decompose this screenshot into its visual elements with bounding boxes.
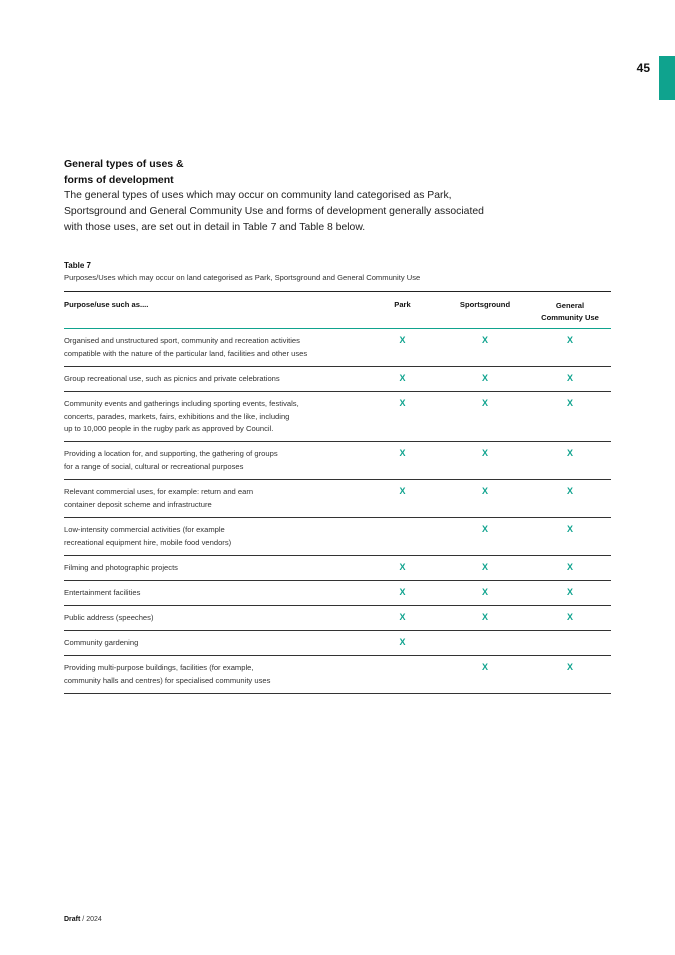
table-title: Table 7 bbox=[64, 261, 91, 270]
table-row bbox=[64, 581, 611, 606]
row-general-mark: X bbox=[566, 662, 573, 672]
row-purpose-line: Low-intensity commercial activities (for example bbox=[64, 525, 225, 534]
table-body bbox=[64, 329, 611, 694]
row-purpose bbox=[64, 631, 364, 650]
row-park-mark: X bbox=[399, 562, 406, 572]
row-park-mark: X bbox=[399, 612, 406, 622]
table-row bbox=[64, 480, 611, 518]
heading-line-2: forms of development bbox=[64, 174, 174, 186]
row-park-mark bbox=[364, 656, 441, 661]
row-sportsground-mark: X bbox=[481, 562, 488, 572]
row-purpose-line: Relevant commercial uses, for example: return and earn bbox=[64, 487, 254, 496]
row-purpose bbox=[64, 392, 364, 436]
row-purpose-line: Public address (speeches) bbox=[64, 613, 154, 622]
table-row bbox=[64, 656, 611, 694]
table-row bbox=[64, 631, 611, 656]
header-general-community-use bbox=[529, 292, 611, 324]
row-purpose-line: Filming and photographic projects bbox=[64, 563, 178, 572]
row-purpose-line: community halls and centres) for specialised community uses bbox=[64, 675, 271, 685]
row-general-mark: X bbox=[566, 587, 573, 597]
table-row bbox=[64, 367, 611, 392]
row-general-mark: X bbox=[566, 398, 573, 408]
row-purpose-line: container deposit scheme and infrastructure bbox=[64, 499, 212, 509]
row-sportsground-mark: X bbox=[481, 612, 488, 622]
row-purpose bbox=[64, 581, 364, 600]
row-general-mark: X bbox=[566, 562, 573, 572]
row-general-mark: X bbox=[566, 524, 573, 534]
row-general-mark: X bbox=[566, 448, 573, 458]
row-purpose bbox=[64, 442, 364, 473]
row-park-mark: X bbox=[399, 637, 406, 647]
header-sportsground: Sportsground bbox=[459, 300, 511, 309]
row-park-mark: X bbox=[399, 398, 406, 408]
row-purpose-line: Providing multi-purpose buildings, facilities (for example, bbox=[64, 663, 254, 672]
row-purpose-line: Group recreational use, such as picnics and private celebrations bbox=[64, 374, 280, 383]
row-purpose-line: concerts, parades, markets, fairs, exhibitions and the like, including bbox=[64, 411, 290, 421]
footer bbox=[64, 916, 102, 923]
row-general-mark: X bbox=[566, 373, 573, 383]
row-park-mark: X bbox=[399, 373, 406, 383]
row-purpose-line: Providing a location for, and supporting, the gathering of groups bbox=[64, 449, 278, 458]
row-park-mark bbox=[364, 518, 441, 523]
section-tab-marker bbox=[659, 56, 675, 100]
row-purpose bbox=[64, 329, 364, 360]
table-row bbox=[64, 606, 611, 631]
footer-draft-label: Draft bbox=[64, 916, 81, 923]
heading-line-1: General types of uses & bbox=[64, 158, 184, 170]
row-sportsground-mark: X bbox=[481, 524, 488, 534]
row-general-mark: X bbox=[566, 335, 573, 345]
table-row bbox=[64, 442, 611, 480]
page-number: 45 bbox=[636, 61, 650, 75]
row-general-mark bbox=[529, 631, 611, 636]
row-purpose bbox=[64, 518, 364, 549]
row-purpose-line: for a range of social, cultural or recreational purposes bbox=[64, 461, 244, 471]
table-caption: Purposes/Uses which may occur on land categorised as Park, Sportsground and General Community Use bbox=[64, 273, 421, 282]
row-general-mark: X bbox=[566, 486, 573, 496]
row-sportsground-mark: X bbox=[481, 398, 488, 408]
header-park: Park bbox=[394, 300, 411, 309]
table-row bbox=[64, 556, 611, 581]
row-park-mark: X bbox=[399, 486, 406, 496]
row-purpose-line: Community events and gatherings including sporting events, festivals, bbox=[64, 399, 299, 408]
table-header-row bbox=[64, 292, 611, 329]
header-general-line-1: General bbox=[555, 301, 585, 310]
section-heading bbox=[64, 156, 484, 188]
header-purpose: Purpose/use such as.... bbox=[64, 300, 149, 309]
table-row bbox=[64, 518, 611, 556]
row-purpose bbox=[64, 480, 364, 511]
row-park-mark: X bbox=[399, 448, 406, 458]
row-purpose bbox=[64, 656, 364, 687]
footer-separator: / bbox=[80, 916, 87, 923]
row-park-mark: X bbox=[399, 587, 406, 597]
row-sportsground-mark: X bbox=[481, 448, 488, 458]
row-purpose bbox=[64, 556, 364, 575]
row-sportsground-mark: X bbox=[481, 486, 488, 496]
row-purpose-line: Community gardening bbox=[64, 638, 139, 647]
row-sportsground-mark: X bbox=[481, 373, 488, 383]
header-general-line-2: Community Use bbox=[541, 313, 599, 322]
row-sportsground-mark bbox=[441, 631, 529, 636]
row-purpose-line: Organised and unstructured sport, community and recreation activities bbox=[64, 336, 300, 345]
row-sportsground-mark: X bbox=[481, 662, 488, 672]
table-row bbox=[64, 392, 611, 442]
row-sportsground-mark: X bbox=[481, 587, 488, 597]
row-purpose-line: Entertainment facilities bbox=[64, 588, 141, 597]
intro-paragraph: The general types of uses which may occur on community land categorised as Park, Sportsground and General Community Use and forms of development generally associated with those uses, are set out in detail in Table 7 and Table 8 below. bbox=[64, 190, 484, 233]
uses-table bbox=[64, 291, 611, 694]
row-general-mark: X bbox=[566, 612, 573, 622]
footer-year: 2024 bbox=[86, 916, 102, 923]
row-sportsground-mark: X bbox=[481, 335, 488, 345]
row-park-mark: X bbox=[399, 335, 406, 345]
row-purpose-line: compatible with the nature of the particular land, facilities and other uses bbox=[64, 348, 308, 358]
row-purpose-line: recreational equipment hire, mobile food vendors) bbox=[64, 537, 232, 547]
row-purpose bbox=[64, 606, 364, 625]
row-purpose bbox=[64, 367, 364, 386]
row-purpose-line: up to 10,000 people in the rugby park as approved by Council. bbox=[64, 424, 274, 434]
table-row bbox=[64, 329, 611, 367]
